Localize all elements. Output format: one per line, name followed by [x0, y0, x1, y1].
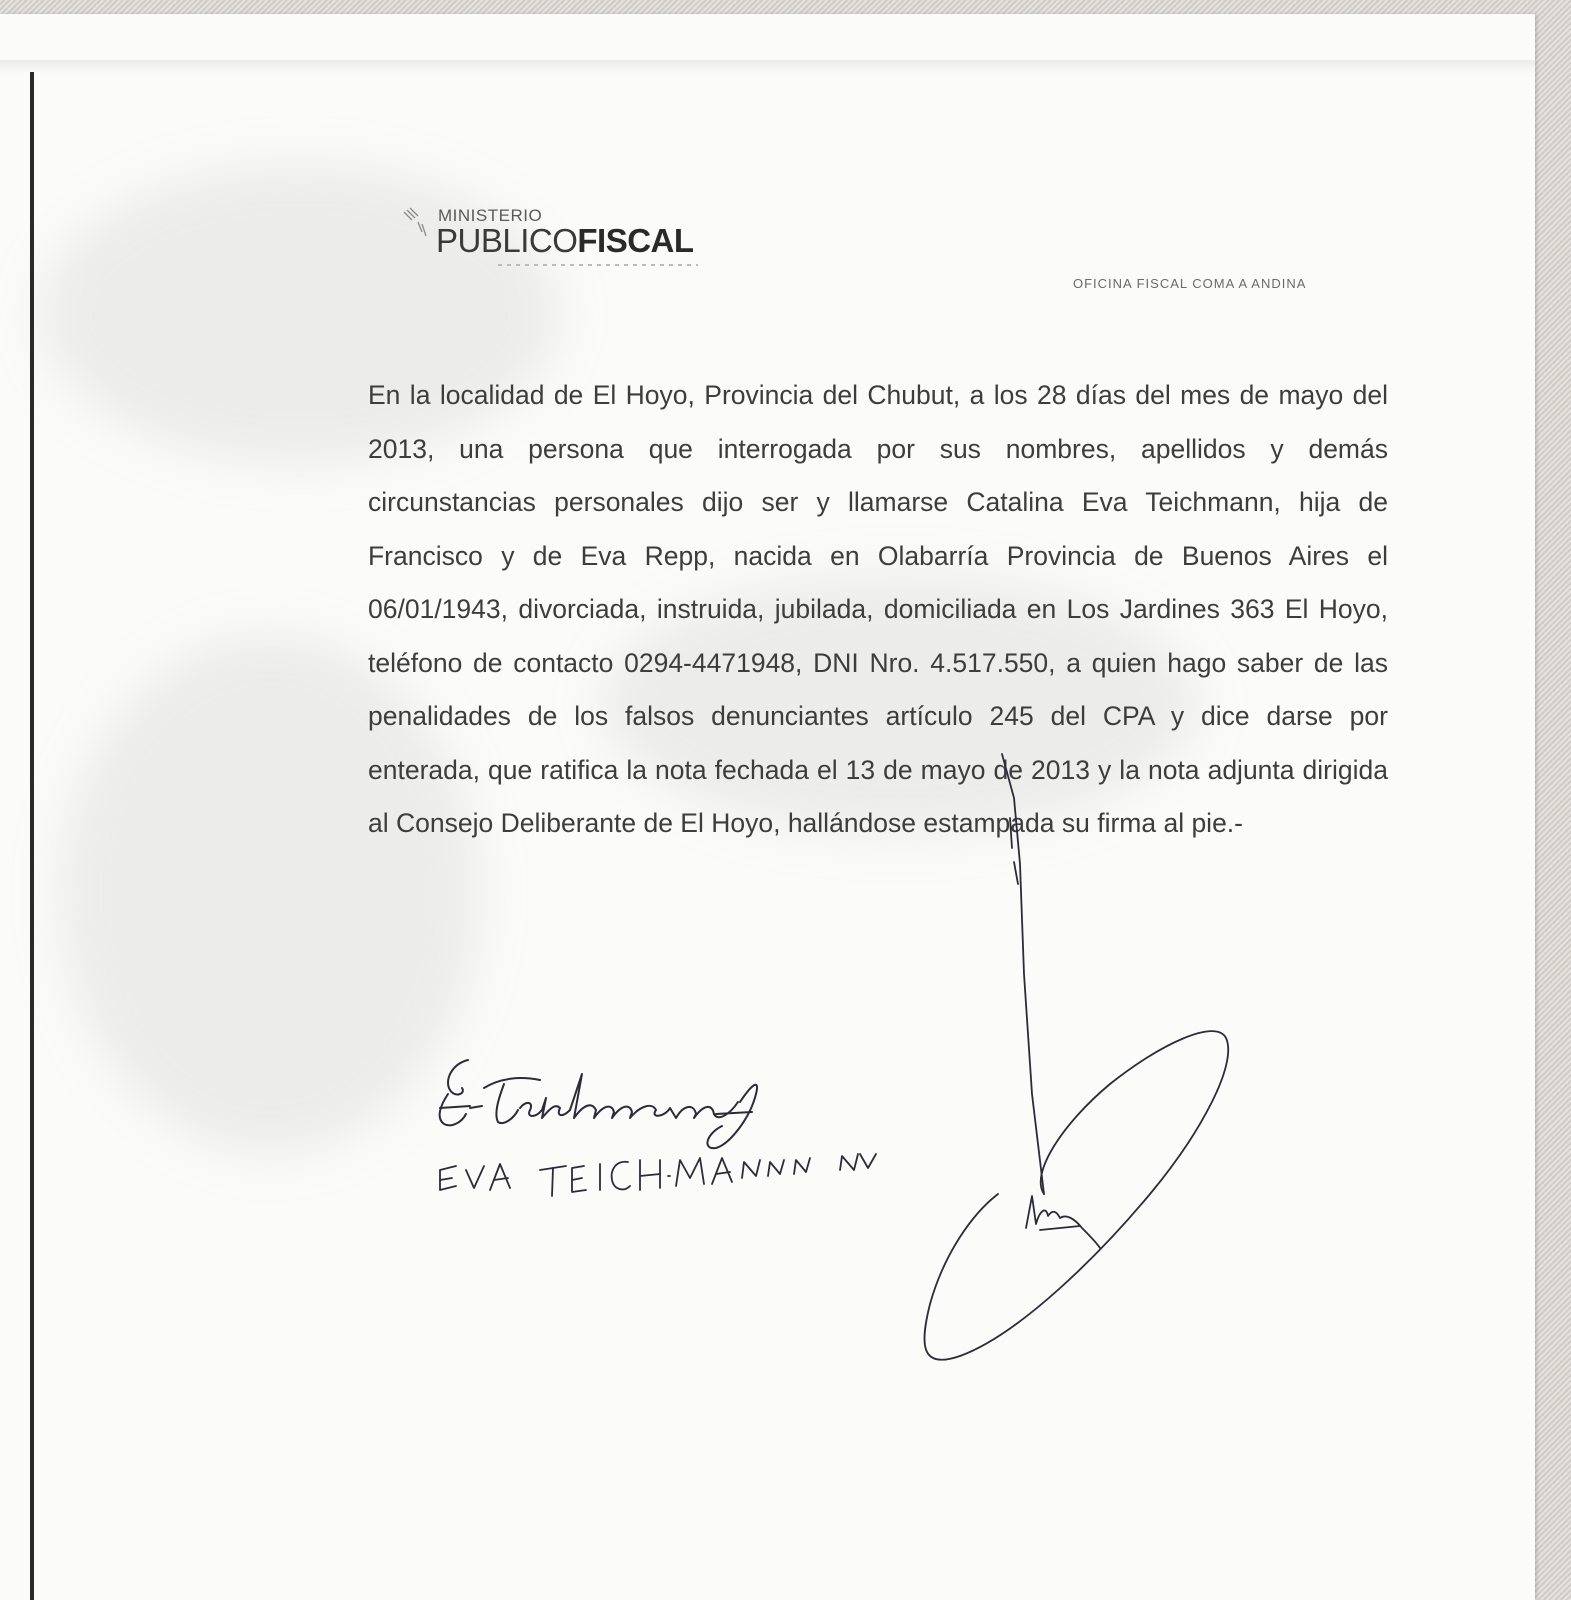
- ministerio-publico-fiscal-logo: [398, 202, 738, 282]
- declarant-printed-name-icon: [440, 1154, 876, 1196]
- document-page: [0, 14, 1535, 1600]
- logo-fiscal-word: FISCAL: [577, 222, 694, 259]
- logo-publico-word: PUBLICO: [436, 222, 578, 259]
- declarant-signature-icon: [440, 1060, 757, 1148]
- copy-left-edge: [30, 72, 34, 1600]
- copy-top-edge: [0, 60, 1535, 74]
- logo-publico-fiscal-text: [436, 222, 694, 260]
- office-label: OFICINA FISCAL COMA A ANDINA: [1073, 276, 1307, 291]
- logo-emblem-icon: [398, 202, 438, 252]
- logo-subline: [498, 264, 698, 266]
- logo-ministerio-text: MINISTERIO: [438, 206, 543, 225]
- declaration-body-text: En la localidad de El Hoyo, Provincia del Chubut, a los 28 días del mes de mayo del 2013, una persona que interrogada por sus nombres, apellidos y demás circunstancias personales dijo ser y llamarse Catalina Eva Teichmann, hija de Francisco y de Eva Repp, nacida en Olabarría Provincia de Buenos Aires el 06/01/1943, divorciada, instruida, jubilada, domiciliada en Los Jardines 363 El Hoyo, teléfono de contacto 0294-4471948, DNI Nro. 4.517.550, a quien hago saber de las penalidades de los falsos denunciantes artículo 245 del CPA y dice darse por enterada, que ratifica la nota fechada el 13 de mayo de 2013 y la nota adjunta dirigida al Consejo Deliberante de El Hoyo, hallándose estampada su firma al pie.-: [368, 380, 1388, 838]
